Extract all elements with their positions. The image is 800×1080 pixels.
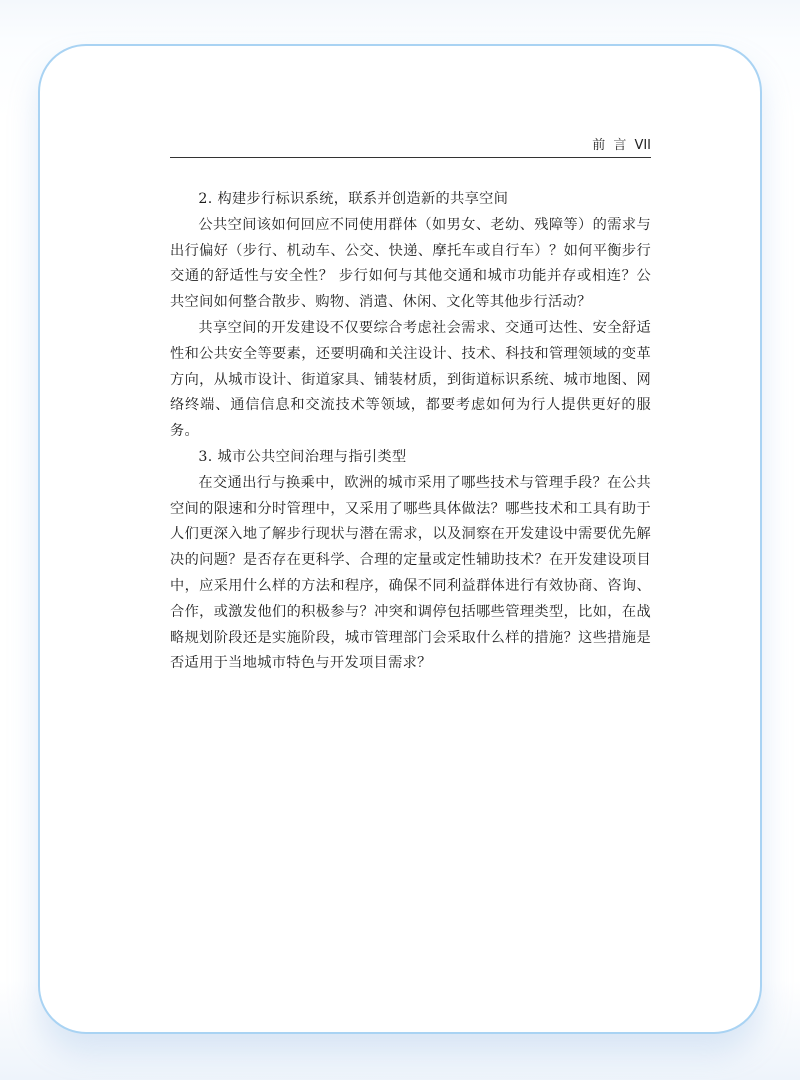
running-head xyxy=(170,137,651,158)
paragraph: 公共空间该如何回应不同使用群体（如男女、老幼、残障等）的需求与出行偏好（步行、机动车、公交、快递、摩托车或自行车）？如何平衡步行交通的舒适性与安全性？ 步行如何与其他交通和城市功能并存或相连？公共空间如何整合散步、购物、消遣、休闲、文化等其他步行活动？ xyxy=(170,216,651,311)
section-heading-2: 2. 构建步行标识系统，联系并创造新的共享空间 xyxy=(198,191,509,207)
running-head-label: 前 言 xyxy=(592,138,629,153)
section-heading-3: 3. 城市公共空间治理与指引类型 xyxy=(198,448,407,465)
paragraph: 共享空间的开发建设不仅要综合考虑社会需求、交通可达性、安全舒适性和公共安全等要素，还要明确和关注设计、技术、科技和管理领域的变革方向，从城市设计、街道家具、铺装材质，到街道标识系统、城市地图、网络终端、通信信息和交流技术等领域，都要考虑如何为行人提供更好的服务。 xyxy=(170,319,651,440)
paragraph: 在交通出行与换乘中，欧洲的城市采用了哪些技术与管理手段？在公共空间的限速和分时管理中，又采用了哪些具体做法？哪些技术和工具有助于人们更深入地了解步行现状与潜在需求，以及洞察在开发建设中需要优先解决的问题？是否存在更科学、合理的定量或定性辅助技术？在开发建设项目中，应采用什么样的方法和程序，确保不同利益群体进行有效协商、咨询、合作，或激发他们的积极参与？冲突和调停包括哪些管理类型，比如，在战略规划阶段还是实施阶段，城市管理部门会采取什么样的措施？这些措施是否适用于当地城市特色与开发项目需求？ xyxy=(170,474,651,672)
body-text xyxy=(170,187,651,677)
page-number: VII xyxy=(634,138,651,153)
